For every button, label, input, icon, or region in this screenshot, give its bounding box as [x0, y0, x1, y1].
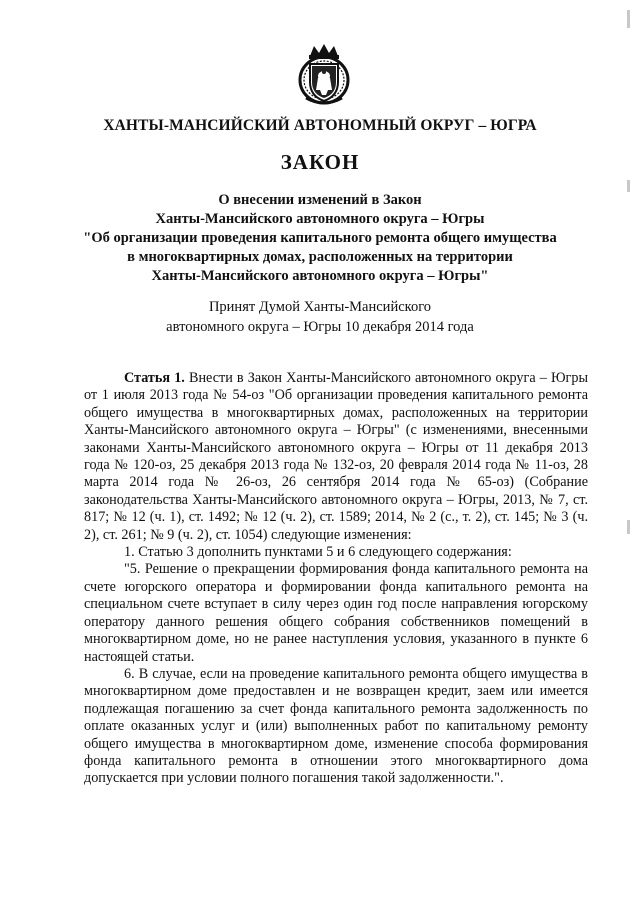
amendment-item: 1. Статью 3 дополнить пунктами 5 и 6 следующего содержания:	[124, 544, 512, 561]
subject-line: О внесении изменений в Закон	[218, 192, 422, 208]
article-1	[84, 370, 588, 544]
law-subject	[60, 191, 580, 286]
amendment-item: 6. В случае, если на проведение капитального ремонта общего имущества в многоквартирном доме предоставлен и не возвращен кредит, заем или имеется подлежащая погашению за счет фонда капитального ремонта задолженность по оплате оказанных услуг и (или) выполненных работ по капитальному ремонту общего имущества в многоквартирном доме, изменение способа формирования фонда капитального ремонта в отношении этого многоквартирного дома допускается при условии полного погашения такой задолженности.".	[84, 665, 588, 787]
scan-edge-mark	[627, 520, 630, 534]
law-body	[84, 370, 588, 788]
adoption-note	[60, 297, 580, 337]
subject-line: "Об организации проведения капитального ремонта общего имущества	[83, 230, 557, 246]
document-title: ЗАКОН	[280, 150, 360, 174]
subject-line: Ханты-Мансийского автономного округа – Югры"	[151, 268, 489, 284]
amendment-item: "5. Решение о прекращении формирования фонда капитального ремонта на счете югорского оператора и формировании фонда капитального ремонта на специальном счете вступает в силу через один год после направления югорскому оператору данного решения общего собрания собственников помещений в многоквартирном доме, но не ранее наступления условия, указанного в пункте 6 настоящей статьи.	[84, 561, 588, 665]
coat-of-arms-icon	[296, 42, 352, 106]
region-name: ХАНТЫ-МАНСИЙСКИЙ АВТОНОМНЫЙ ОКРУГ – ЮГРА	[103, 117, 537, 134]
scan-edge-mark	[627, 180, 630, 192]
adoption-line: автономного округа – Югры 10 декабря 2014 года	[166, 319, 474, 335]
article-label: Статья 1.	[124, 370, 185, 386]
subject-line: Ханты-Мансийского автономного округа – Югры	[155, 211, 485, 227]
article-text: Внести в Закон Ханты-Мансийского автономного округа – Югры от 1 июля 2013 года № 54-оз "Об организации проведения капитального ремонта общего имущества в многоквартирных домах, расположенных на территории Ханты-Мансийского автономного округа – Югры" (с изменениями, внесенными законами Ханты-Мансийского автономного округа – Югры от 11 декабря 2013 года № 120-оз, 25 декабря 2013 года № 132-оз, 20 февраля 2014 года № 11-оз, 28 марта 2014 года № 26-оз, 26 сентября 2014 года № 65-оз) (Собрание законодательства Ханты-Мансийского автономного округа – Югры, 2013, № 7, ст. 817; № 12 (ч. 1), ст. 1492; № 12 (ч. 2), ст. 1589; 2014, № 2 (с., т. 2), ст. 145; № 3 (ч. 2), ст. 261; № 9 (ч. 2), ст. 1054) следующие изменения:	[84, 370, 589, 543]
scan-edge-mark	[627, 10, 630, 28]
adoption-line: Принят Думой Ханты-Мансийского	[208, 299, 432, 315]
subject-line: в многоквартирных домах, расположенных на территории	[127, 249, 513, 265]
